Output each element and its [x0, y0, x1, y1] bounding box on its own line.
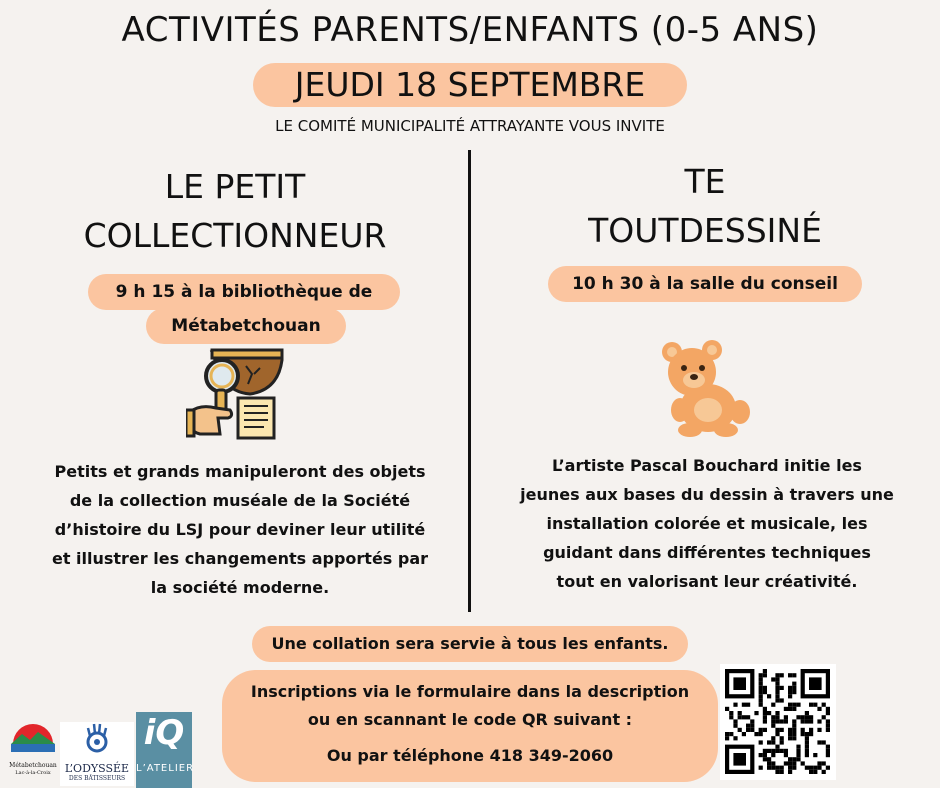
odyssee-sub: DES BÂTISSEURS [68, 775, 126, 782]
left-desc-line: Petits et grands manipuleront des objets [54, 462, 426, 481]
qr-code-graphic [720, 664, 836, 780]
right-desc-line: L’artiste Pascal Bouchard initie les [552, 456, 862, 475]
register-line2: ou en scannant le code QR suivant : [307, 710, 633, 729]
left-title [70, 165, 400, 257]
odyssee-logo[interactable] [60, 722, 134, 786]
right-title-line2: TOUTDESSINÉ [588, 211, 822, 250]
left-title-line1: LE PETIT [164, 167, 306, 206]
right-description [482, 451, 932, 596]
right-time-pill: 10 h 30 à la salle du conseil [548, 266, 862, 302]
magnifier-artifact-icon [186, 346, 286, 442]
column-divider [468, 150, 471, 612]
right-desc-line: installation colorée et musicale, les [546, 514, 868, 533]
right-desc-line: guidant dans différentes techniques [543, 543, 871, 562]
left-description [20, 457, 460, 602]
atelier-name: L’ATELIER [136, 763, 195, 774]
metabetchouan-sub: Lac-à-la-Croix [15, 770, 51, 776]
register-line1: Inscriptions via le formulaire dans la description [250, 682, 690, 701]
snack-note: Une collation sera servie à tous les enfants. [252, 626, 688, 662]
qr-code[interactable] [720, 664, 836, 780]
page-title: ACTIVITÉS PARENTS/ENFANTS (0-5 ANS) [121, 10, 819, 50]
atelier-mark: iQ [143, 713, 185, 753]
left-desc-line: et illustrer les changements apportés par [51, 549, 429, 568]
left-desc-line: la société moderne. [150, 578, 330, 597]
left-desc-line: d’histoire du LSJ pour deviner leur utilité [54, 520, 426, 539]
teddy-bear-icon [654, 338, 754, 438]
hand-spiral-icon [60, 722, 134, 758]
odyssee-name: L’ODYSSÉE [64, 762, 130, 775]
invite-line: LE COMITÉ MUNICIPALITÉ ATTRAYANTE VOUS INVITE [275, 117, 665, 135]
metabetchouan-logo-mark [8, 718, 58, 758]
metabetchouan-logo[interactable] [8, 718, 58, 784]
right-title-line1: TE [684, 162, 726, 201]
phone-line: Ou par téléphone 418 349-2060 [326, 746, 614, 765]
event-date: JEUDI 18 SEPTEMBRE [253, 63, 687, 107]
right-title [540, 160, 870, 252]
left-time-pill: 9 h 15 à la bibliothèque de [88, 274, 400, 310]
left-location-pill: Métabetchouan [146, 308, 346, 344]
atelier-logo[interactable] [136, 712, 195, 788]
metabetchouan-name: Métabetchouan [9, 762, 57, 769]
right-desc-line: tout en valorisant leur créativité. [556, 572, 858, 591]
registration-box [222, 670, 718, 782]
left-title-line2: COLLECTIONNEUR [83, 216, 387, 255]
left-desc-line: de la collection muséale de la Société [69, 491, 411, 510]
right-desc-line: jeunes aux bases du dessin à travers une [520, 485, 894, 504]
